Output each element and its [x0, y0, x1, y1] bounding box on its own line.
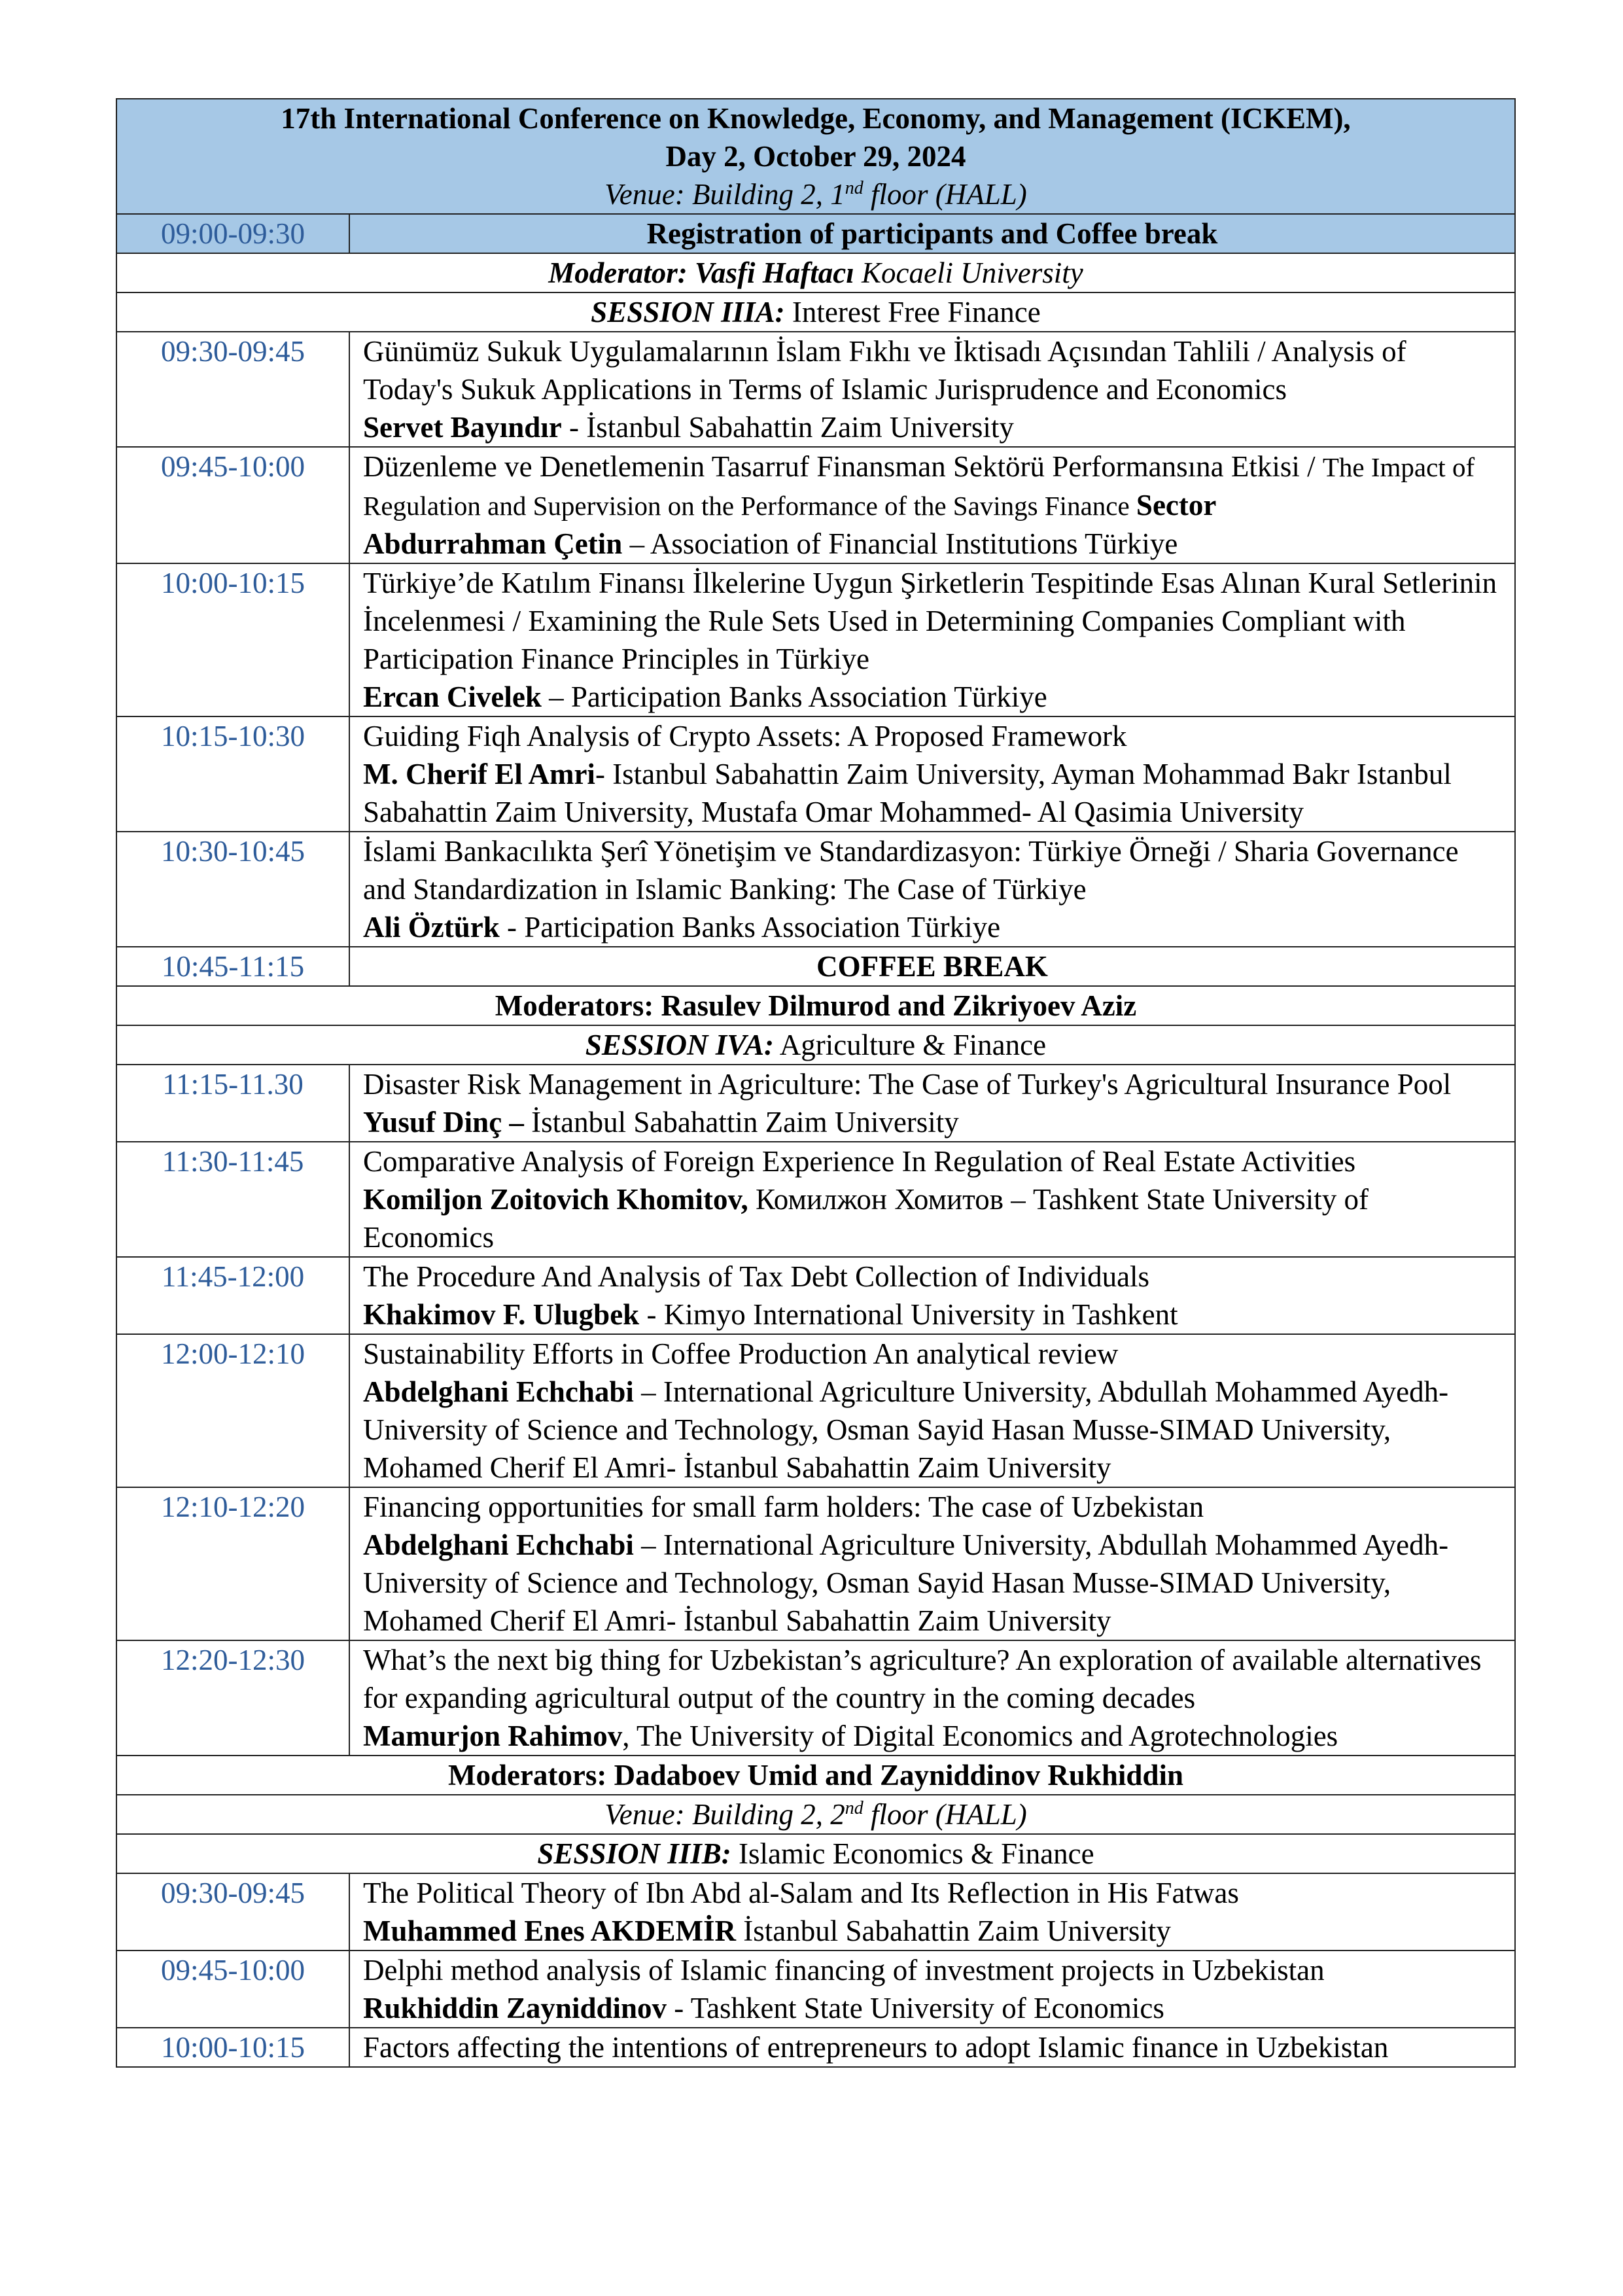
registration-label: Registration of participants and Coffee break — [349, 214, 1515, 253]
talk-cell — [349, 1334, 1515, 1487]
header-row — [116, 99, 1515, 214]
time-cell: 09:30-09:45 — [116, 332, 349, 447]
time-cell: 10:15-10:30 — [116, 716, 349, 832]
moderators-cell: Moderators: Dadaboev Umid and Zayniddinov Rukhiddin — [116, 1756, 1515, 1795]
talk-cell — [349, 332, 1515, 447]
talk-row — [116, 1873, 1515, 1951]
moderators-cell: Moderators: Rasulev Dilmurod and Zikriyoev Aziz — [116, 986, 1515, 1025]
talk-title-bold: Sector — [1136, 489, 1217, 521]
program-table — [116, 98, 1516, 2068]
talk-affiliation: – International Agriculture University, Abdullah Mohammed Ayedh- University of Science and Technology, Osman Sayid Hasan Musse-SIMAD University, Mohamed Cherif El Amri- İstanbul Sabahattin Zaim University — [363, 1375, 1449, 1484]
venue-row — [116, 1795, 1515, 1834]
talk-title: Günümüz Sukuk Uygulamalarının İslam Fıkhı ve İktisadı Açısından Tahlili / Analysis of Today's Sukuk Applications in Terms of Islamic Jurisprudence and Economics — [363, 335, 1406, 406]
time-cell: 09:45-10:00 — [116, 447, 349, 563]
talk-title: Factors affecting the intentions of entrepreneurs to adopt Islamic finance in Uzbekistan — [363, 2031, 1389, 2064]
talk-affiliation: - Participation Banks Association Türkiye — [499, 911, 1001, 944]
session-title: Islamic Economics & Finance — [731, 1837, 1094, 1870]
talk-author: Mamurjon Rahimov — [363, 1720, 623, 1752]
talk-affiliation: – Participation Banks Association Türkiye — [541, 680, 1047, 713]
talk-author: Khakimov F. Ulugbek — [363, 1298, 640, 1331]
talk-title: Disaster Risk Management in Agriculture: The Case of Turkey's Agricultural Insurance Pool — [363, 1068, 1452, 1101]
talk-author: Yusuf Dinç – — [363, 1106, 524, 1139]
talk-author: M. Cherif El Amri — [363, 758, 595, 790]
talk-title: What’s the next big thing for Uzbekistan’s agriculture? An exploration of available alternatives for expanding agricultural output of the country in the coming decades — [363, 1644, 1482, 1714]
talk-author: Ali Öztürk — [363, 911, 500, 944]
talk-title — [363, 448, 1501, 525]
session-row — [116, 292, 1515, 332]
talk-author: Servet Bayındır — [363, 411, 562, 444]
talk-row — [116, 332, 1515, 447]
session-title: Agriculture & Finance — [773, 1029, 1047, 1061]
talk-title: İslami Bankacılıkta Şerî Yönetişim ve Standardizasyon: Türkiye Örneği / Sharia Governance and Standardization in Islamic Banking: The Case of Türkiye — [363, 835, 1459, 906]
session-label: SESSION IIIB: — [537, 1837, 731, 1870]
talk-cell — [349, 716, 1515, 832]
talk-affiliation: - Tashkent State University of Economics — [667, 1992, 1164, 2024]
conference-title: 17th International Conference on Knowledge, Economy, and Management (ICKEM), — [281, 102, 1351, 135]
talk-title: Guiding Fiqh Analysis of Crypto Assets: A Proposed Framework — [363, 720, 1127, 752]
talk-title: Financing opportunities for small farm holders: The case of Uzbekistan — [363, 1491, 1204, 1523]
time-cell: 11:15-11.30 — [116, 1065, 349, 1142]
moderator-row — [116, 986, 1515, 1025]
venue-cell — [116, 1795, 1515, 1834]
talk-cell — [349, 1065, 1515, 1142]
time-cell: 11:30-11:45 — [116, 1142, 349, 1257]
coffee-row — [116, 947, 1515, 986]
venue-text: Venue: Building 2, 1 — [604, 178, 845, 211]
talk-cell — [349, 1640, 1515, 1756]
header-cell — [116, 99, 1515, 214]
moderator-affil: Kocaeli University — [854, 256, 1083, 289]
session-cell — [116, 1025, 1515, 1065]
time-cell: 11:45-12:00 — [116, 1257, 349, 1334]
time-cell: 12:00-12:10 — [116, 1334, 349, 1487]
venue-text: Venue: Building 2, 2 — [604, 1798, 845, 1831]
session-cell — [116, 292, 1515, 332]
talk-affiliation: Комилжон Хомитов – Tashkent State University of Economics — [363, 1183, 1369, 1254]
time-cell: 09:00-09:30 — [116, 214, 349, 253]
moderator-cell — [116, 253, 1515, 292]
talk-row — [116, 447, 1515, 563]
talk-cell — [349, 447, 1515, 563]
talk-cell — [349, 832, 1515, 947]
time-cell: 09:30-09:45 — [116, 1873, 349, 1951]
talk-title: Delphi method analysis of Islamic financing of investment projects in Uzbekistan — [363, 1954, 1325, 1987]
session-row — [116, 1834, 1515, 1873]
talk-affiliation: İstanbul Sabahattin Zaim University — [736, 1915, 1171, 1947]
time-cell: 10:45-11:15 — [116, 947, 349, 986]
talk-author: Muhammed Enes AKDEMİR — [363, 1915, 737, 1947]
talk-row — [116, 1065, 1515, 1142]
moderator-name: Moderator: Vasfi Haftacı — [548, 256, 854, 289]
talk-cell — [349, 1873, 1515, 1951]
session-cell — [116, 1834, 1515, 1873]
talk-author: Komiljon Zoitovich Khomitov, — [363, 1183, 748, 1216]
talk-title: The Political Theory of Ibn Abd al-Salam and Its Reflection in His Fatwas — [363, 1877, 1239, 1909]
talk-row — [116, 1640, 1515, 1756]
time-cell: 12:20-12:30 — [116, 1640, 349, 1756]
talk-row — [116, 1142, 1515, 1257]
time-cell: 10:00-10:15 — [116, 563, 349, 716]
talk-title: Comparative Analysis of Foreign Experience In Regulation of Real Estate Activities — [363, 1145, 1356, 1178]
talk-row — [116, 1257, 1515, 1334]
talk-affiliation: - Kimyo International University in Tashkent — [639, 1298, 1178, 1331]
talk-author: Ercan Civelek — [363, 680, 542, 713]
time-cell: 10:00-10:15 — [116, 2028, 349, 2067]
venue-floor: floor (HALL) — [863, 1798, 1027, 1831]
talk-affiliation: – Association of Financial Institutions Türkiye — [622, 527, 1178, 560]
talk-row — [116, 1334, 1515, 1487]
talk-author: Abdurrahman Çetin — [363, 527, 623, 560]
session-row — [116, 1025, 1515, 1065]
talk-cell — [349, 1257, 1515, 1334]
coffee-label: COFFEE BREAK — [349, 947, 1515, 986]
session-title: Interest Free Finance — [784, 296, 1041, 328]
venue-floor: floor (HALL) — [863, 178, 1027, 211]
talk-title-main: Düzenleme ve Denetlemenin Tasarruf Finansman Sektörü Performansına Etkisi / — [363, 450, 1323, 483]
talk-affiliation: – International Agriculture University, Abdullah Mohammed Ayedh- University of Science and Technology, Osman Sayid Hasan Musse-SIMAD University, Mohamed Cherif El Amri- İstanbul Sabahattin Zaim University — [363, 1528, 1449, 1637]
venue-sup: nd — [845, 178, 864, 198]
talk-cell — [349, 2028, 1515, 2067]
moderator-row — [116, 1756, 1515, 1795]
talk-title-small: The Impact of Regulation and Supervision on the Performance of the Savings Finance — [363, 452, 1475, 521]
talk-affiliation: - İstanbul Sabahattin Zaim University — [561, 411, 1014, 444]
venue-sup: nd — [845, 1798, 864, 1818]
time-cell: 10:30-10:45 — [116, 832, 349, 947]
talk-author: Abdelghani Echchabi — [363, 1375, 634, 1408]
moderator-row — [116, 253, 1515, 292]
talk-cell — [349, 563, 1515, 716]
talk-affiliation: İstanbul Sabahattin Zaim University — [523, 1106, 959, 1139]
session-label: SESSION IIIA: — [591, 296, 785, 328]
talk-row — [116, 716, 1515, 832]
time-cell: 09:45-10:00 — [116, 1951, 349, 2028]
talk-row — [116, 1487, 1515, 1640]
talk-cell — [349, 1951, 1515, 2028]
talk-author: Rukhiddin Zayniddinov — [363, 1992, 667, 2024]
talk-row — [116, 1951, 1515, 2028]
session-label: SESSION IVA: — [585, 1029, 774, 1061]
talk-row — [116, 2028, 1515, 2067]
talk-affiliation: - Istanbul Sabahattin Zaim University, Ayman Mohammad Bakr Istanbul Sabahattin Zaim University, Mustafa Omar Mohammed- Al Qasimia University — [363, 758, 1452, 828]
talk-title: Sustainability Efforts in Coffee Production An analytical review — [363, 1337, 1119, 1370]
talk-cell — [349, 1142, 1515, 1257]
registration-row — [116, 214, 1515, 253]
talk-author: Abdelghani Echchabi — [363, 1528, 634, 1561]
talk-row — [116, 832, 1515, 947]
talk-title: Türkiye’de Katılım Finansı İlkelerine Uygun Şirketlerin Tespitinde Esas Alınan Kural Setlerinin İncelenmesi / Examining the Rule Sets Used in Determining Companies Compliant with Participation Finance Principles in Türkiye — [363, 567, 1497, 675]
talk-cell — [349, 1487, 1515, 1640]
talk-title: The Procedure And Analysis of Tax Debt Collection of Individuals — [363, 1260, 1150, 1293]
talk-affiliation: , The University of Digital Economics and Agrotechnologies — [622, 1720, 1338, 1752]
venue-line — [124, 175, 1508, 213]
conference-day: Day 2, October 29, 2024 — [665, 140, 966, 173]
talk-row — [116, 563, 1515, 716]
time-cell: 12:10-12:20 — [116, 1487, 349, 1640]
